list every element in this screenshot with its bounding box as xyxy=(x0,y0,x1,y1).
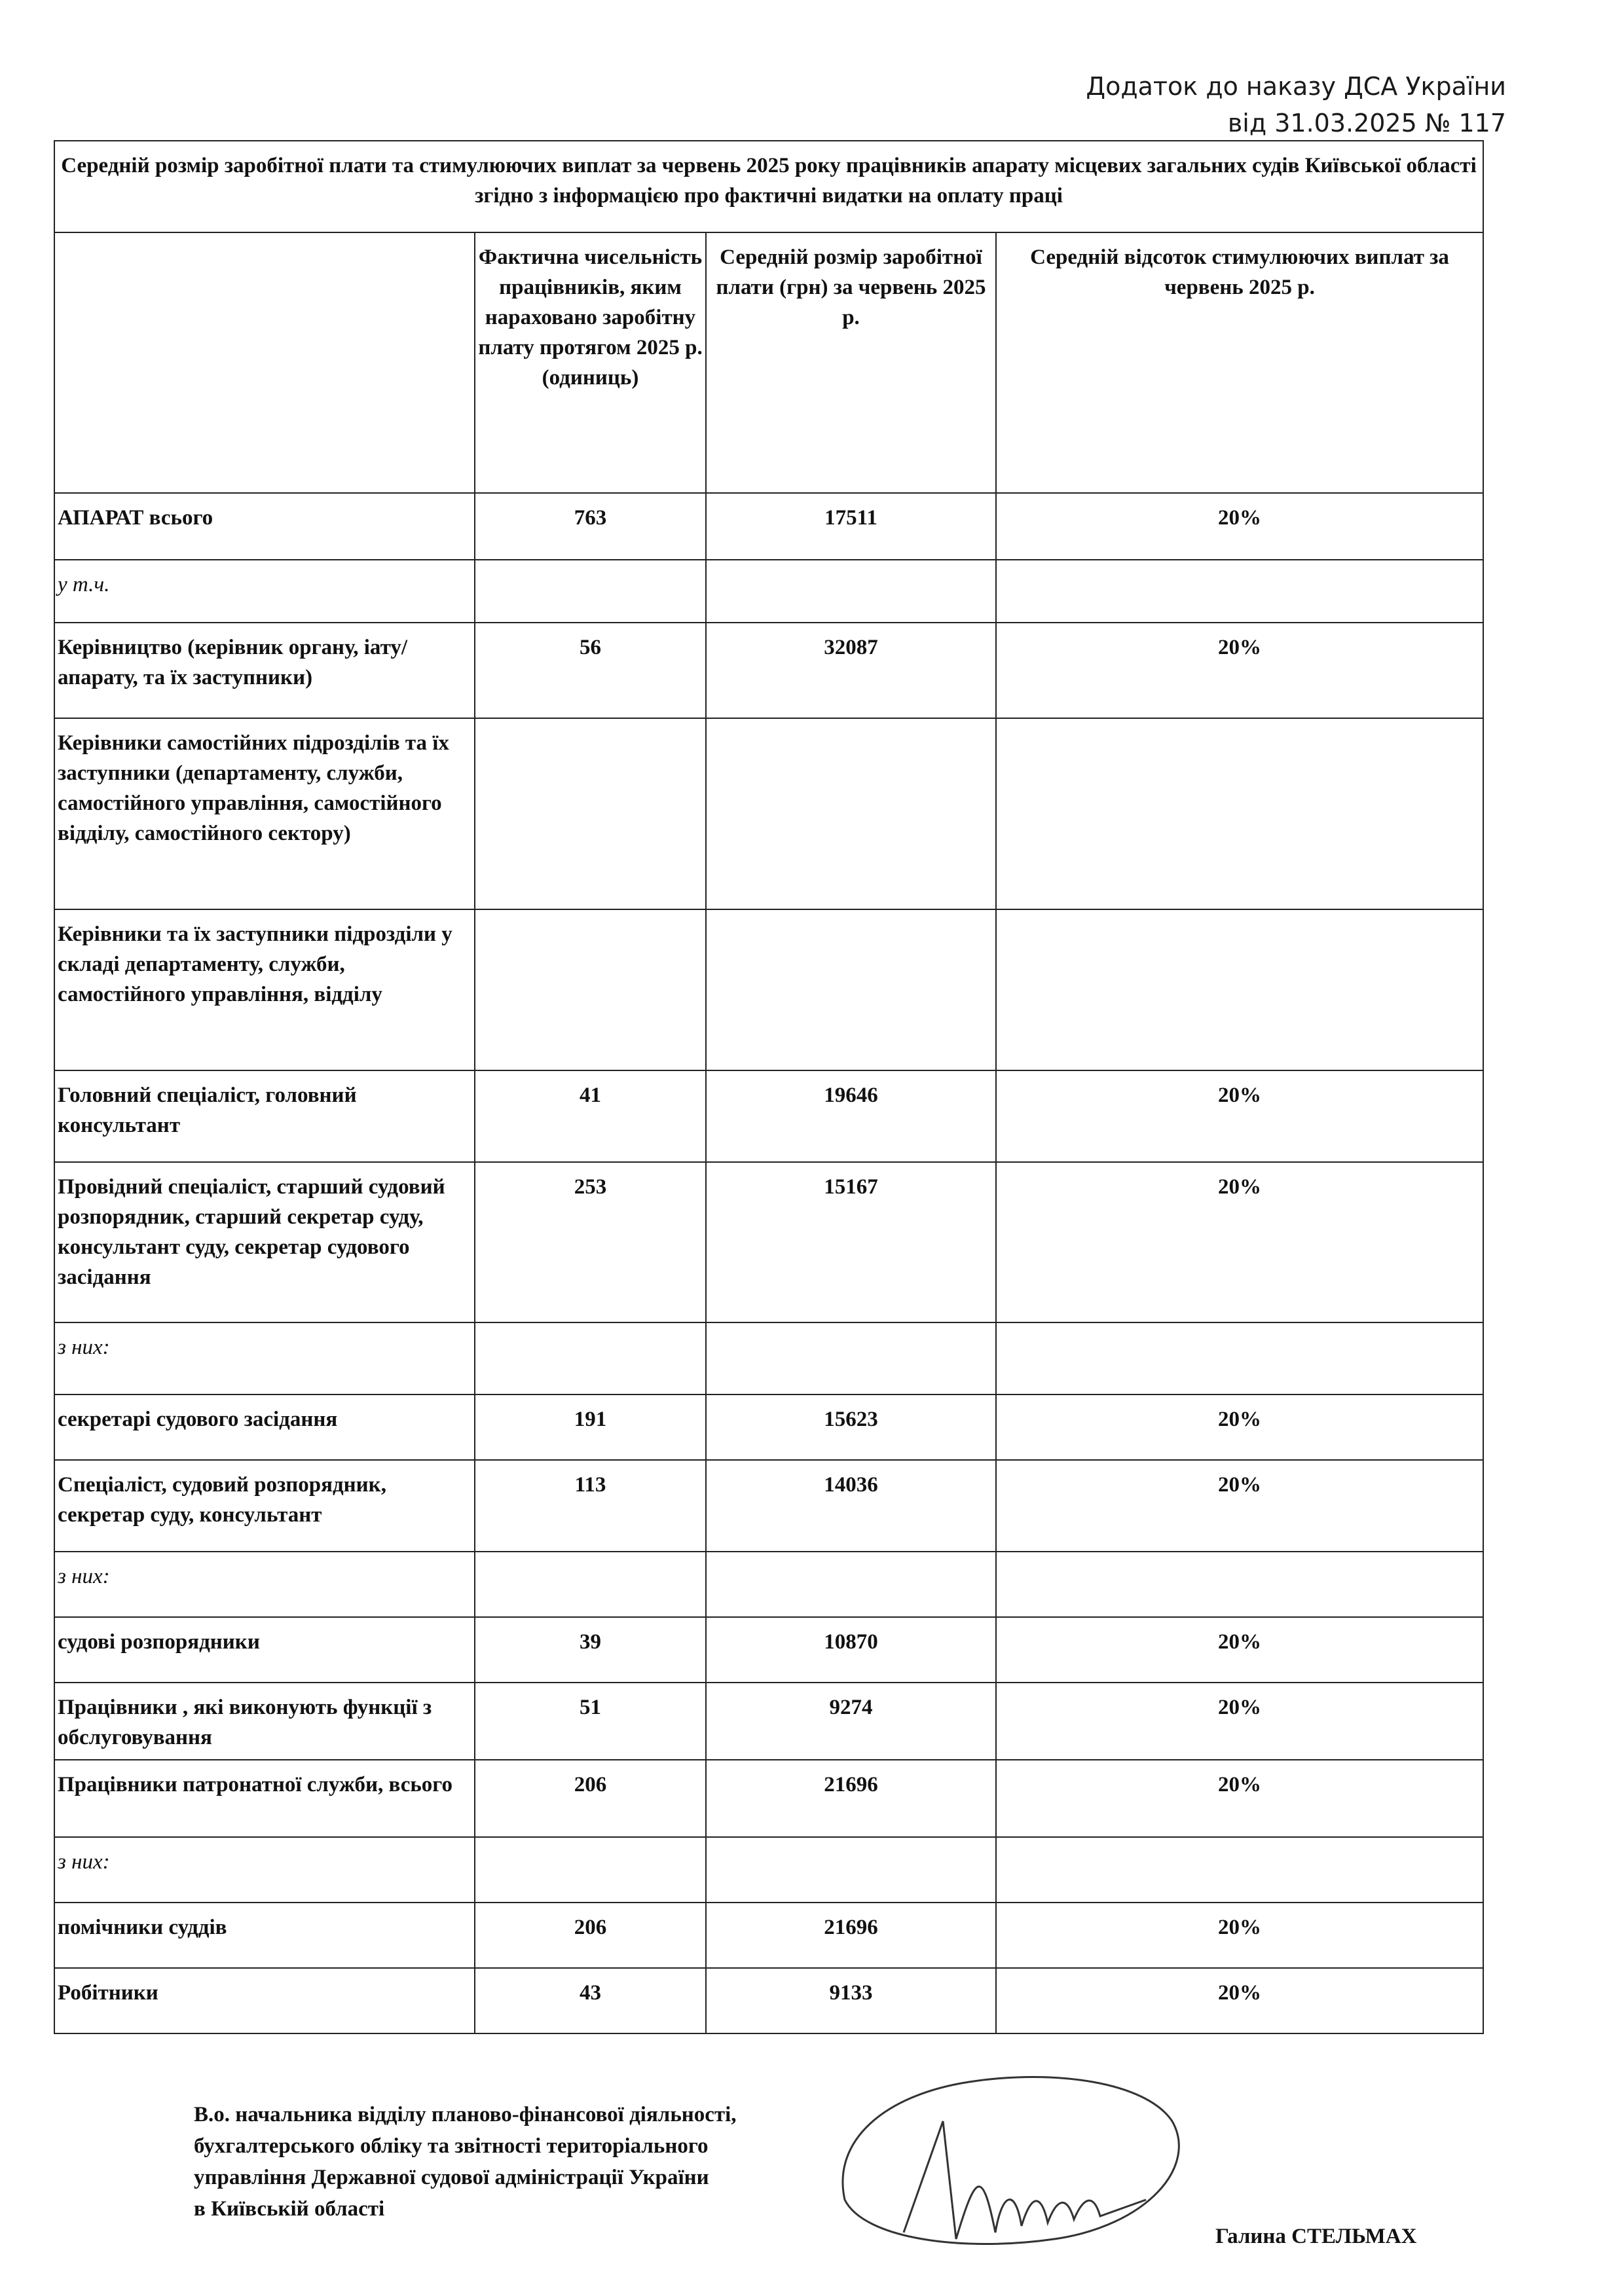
row-avg-salary: 21696 xyxy=(706,1760,996,1837)
salary-table xyxy=(54,140,1484,2034)
row-avg-salary xyxy=(706,718,996,909)
row-label: з них: xyxy=(54,1322,475,1394)
signature-scribble xyxy=(805,2043,1198,2259)
row-headcount xyxy=(475,909,706,1070)
table-title-row xyxy=(54,141,1483,232)
annex-note xyxy=(1086,68,1506,141)
row-headcount: 253 xyxy=(475,1162,706,1322)
table-row xyxy=(54,1837,1483,1903)
signatory-line-3: управління Державної судової адміністрації України xyxy=(194,2166,709,2189)
row-headcount: 191 xyxy=(475,1394,706,1460)
table-row xyxy=(54,1460,1483,1552)
table-row xyxy=(54,1617,1483,1683)
row-headcount: 763 xyxy=(475,493,706,560)
table-header-row xyxy=(54,232,1483,493)
row-avg-salary: 10870 xyxy=(706,1617,996,1683)
table-row xyxy=(54,560,1483,623)
row-bonus-pct: 20% xyxy=(996,1903,1483,1968)
row-label: у т.ч. xyxy=(54,560,475,623)
row-avg-salary: 15623 xyxy=(706,1394,996,1460)
row-label: Робітники xyxy=(54,1968,475,2033)
row-label: Спеціаліст, судовий розпорядник, секретар суду, консультант xyxy=(54,1460,475,1552)
table-row xyxy=(54,1683,1483,1760)
row-label: Працівники патронатної служби, всього xyxy=(54,1760,475,1837)
row-bonus-pct: 20% xyxy=(996,1760,1483,1837)
row-label: Керівництво (керівник органу, іату/апарату, та їх заступники) xyxy=(54,623,475,718)
row-headcount xyxy=(475,560,706,623)
row-headcount: 41 xyxy=(475,1070,706,1162)
table-row xyxy=(54,493,1483,560)
row-headcount: 43 xyxy=(475,1968,706,2033)
table-row xyxy=(54,1903,1483,1968)
row-headcount xyxy=(475,718,706,909)
table-body xyxy=(54,493,1483,2033)
table-row xyxy=(54,1322,1483,1394)
row-avg-salary: 9274 xyxy=(706,1683,996,1760)
row-bonus-pct: 20% xyxy=(996,1460,1483,1552)
row-headcount xyxy=(475,1837,706,1903)
row-label: з них: xyxy=(54,1552,475,1617)
annex-line-1: Додаток до наказу ДСА України xyxy=(1086,72,1506,101)
row-label: секретарі судового засідання xyxy=(54,1394,475,1460)
row-label: з них: xyxy=(54,1837,475,1903)
row-label: судові розпорядники xyxy=(54,1617,475,1683)
row-avg-salary xyxy=(706,909,996,1070)
table-title: Середній розмір заробітної плати та стимулюючих виплат за червень 2025 року працівників апарату місцевих загальних судів Київської області згідно з інформацією про фактичні видатки на оплату праці xyxy=(54,141,1483,232)
row-label: Керівники самостійних підрозділів та їх заступники (департаменту, служби, самостійного управління, самостійного відділу, самостійного сектору) xyxy=(54,718,475,909)
row-bonus-pct xyxy=(996,718,1483,909)
row-headcount xyxy=(475,1322,706,1394)
row-bonus-pct: 20% xyxy=(996,1070,1483,1162)
row-avg-salary: 17511 xyxy=(706,493,996,560)
row-bonus-pct: 20% xyxy=(996,493,1483,560)
table-row xyxy=(54,1968,1483,2033)
table-row xyxy=(54,909,1483,1070)
row-avg-salary xyxy=(706,1837,996,1903)
row-avg-salary: 14036 xyxy=(706,1460,996,1552)
row-label: АПАРАТ всього xyxy=(54,493,475,560)
row-bonus-pct: 20% xyxy=(996,1394,1483,1460)
signatory-position xyxy=(194,2099,737,2225)
row-bonus-pct: 20% xyxy=(996,623,1483,718)
row-headcount xyxy=(475,1552,706,1617)
table-row xyxy=(54,1162,1483,1322)
row-bonus-pct xyxy=(996,1837,1483,1903)
row-label: Керівники та їх заступники підрозділи у складі департаменту, служби, самостійного управління, відділу xyxy=(54,909,475,1070)
header-avg-bonus-pct: Середній відсоток стимулюючих виплат за червень 2025 р. xyxy=(996,232,1483,493)
row-avg-salary: 32087 xyxy=(706,623,996,718)
table-row xyxy=(54,1552,1483,1617)
signatory-line-2: бухгалтерського обліку та звітності територіального xyxy=(194,2134,709,2158)
row-label: Головний спеціаліст, головний консультант xyxy=(54,1070,475,1162)
row-avg-salary: 9133 xyxy=(706,1968,996,2033)
table-row xyxy=(54,1070,1483,1162)
row-bonus-pct xyxy=(996,560,1483,623)
row-headcount: 51 xyxy=(475,1683,706,1760)
row-avg-salary: 19646 xyxy=(706,1070,996,1162)
row-bonus-pct: 20% xyxy=(996,1683,1483,1760)
row-label: Провідний спеціаліст, старший судовий розпорядник, старший секретар суду, консультант суду, секретар судового засідання xyxy=(54,1162,475,1322)
row-bonus-pct xyxy=(996,909,1483,1070)
header-avg-salary: Середній розмір заробітної плати (грн) за червень 2025 р. xyxy=(706,232,996,493)
row-label: помічники суддів xyxy=(54,1903,475,1968)
row-headcount: 206 xyxy=(475,1903,706,1968)
row-bonus-pct xyxy=(996,1552,1483,1617)
header-category xyxy=(54,232,475,493)
table-row xyxy=(54,623,1483,718)
row-avg-salary: 15167 xyxy=(706,1162,996,1322)
table-row xyxy=(54,718,1483,909)
signatory-line-1: В.о. начальника відділу планово-фінансової діяльності, xyxy=(194,2103,737,2126)
row-bonus-pct: 20% xyxy=(996,1162,1483,1322)
row-label: Працівники , які виконують функції з обслуговування xyxy=(54,1683,475,1760)
row-avg-salary xyxy=(706,1552,996,1617)
signatory-name: Галина СТЕЛЬМАХ xyxy=(1215,2225,1417,2248)
row-headcount: 113 xyxy=(475,1460,706,1552)
row-avg-salary xyxy=(706,1322,996,1394)
row-avg-salary xyxy=(706,560,996,623)
row-bonus-pct xyxy=(996,1322,1483,1394)
table-row xyxy=(54,1760,1483,1837)
row-headcount: 39 xyxy=(475,1617,706,1683)
signatory-line-4: в Київській області xyxy=(194,2197,385,2221)
row-bonus-pct: 20% xyxy=(996,1968,1483,2033)
row-bonus-pct: 20% xyxy=(996,1617,1483,1683)
row-headcount: 206 xyxy=(475,1760,706,1837)
table-row xyxy=(54,1394,1483,1460)
row-headcount: 56 xyxy=(475,623,706,718)
annex-line-2: від 31.03.2025 № 117 xyxy=(1227,109,1506,137)
row-avg-salary: 21696 xyxy=(706,1903,996,1968)
header-headcount: Фактична чисельність працівників, яким нараховано заробітну плату протягом 2025 р. (одиниць) xyxy=(475,232,706,493)
